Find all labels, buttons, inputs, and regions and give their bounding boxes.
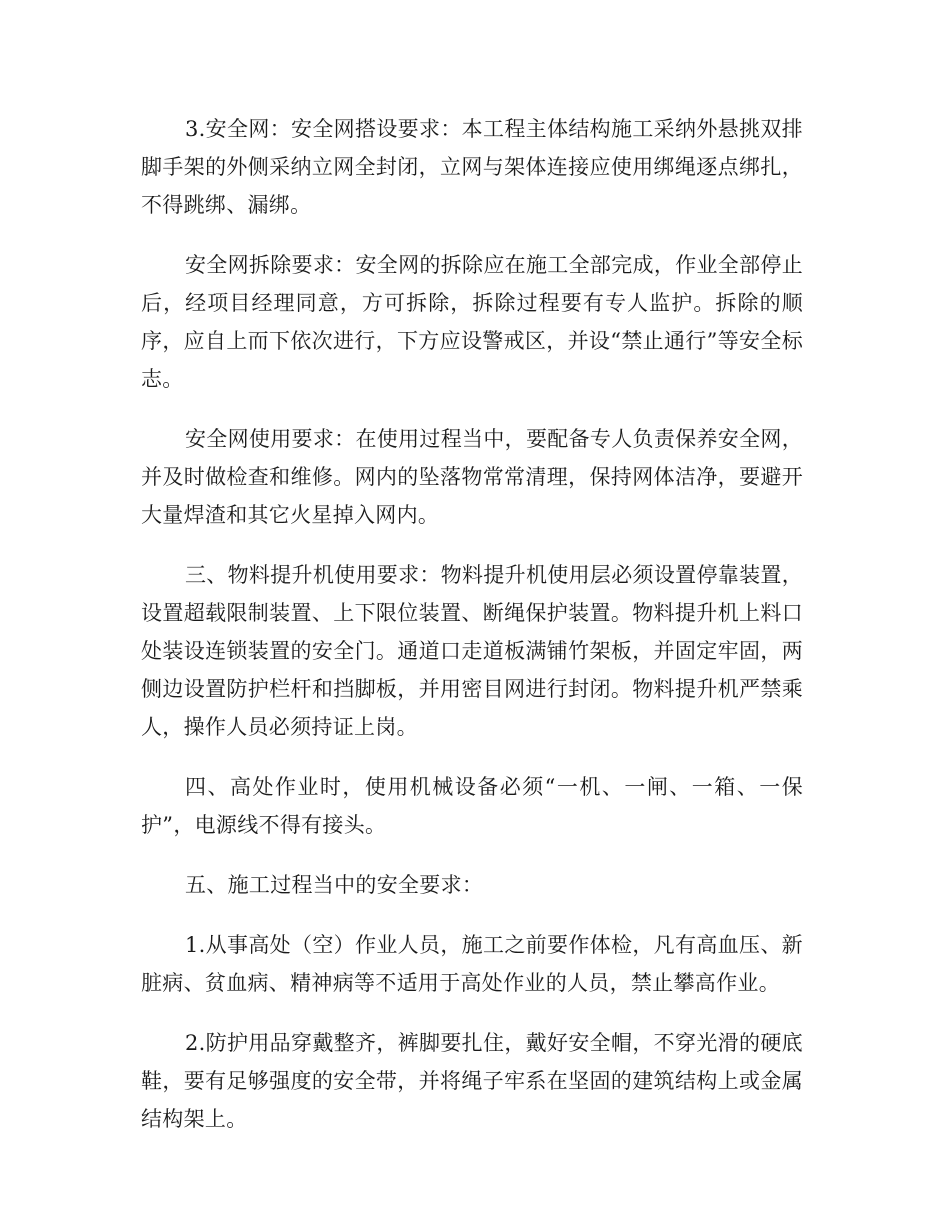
paragraph-worker-health-check: 1.从事高处（空）作业人员，施工之前要作体检，凡有高血压、新脏病、贫血病、精神病等不适用于高处作业的人员，禁止攀高作业。 (141, 933, 803, 995)
document-body (141, 110, 803, 1160)
paragraph-safety-net-removal: 安全网拆除要求：安全网的拆除应在施工全部完成，作业全部停止后，经项目经理同意，方可拆除，拆除过程要有专人监护。拆除的顺序，应自上而下依次进行，下方应设警戒区，并设“禁止通行”等安全标志。 (141, 253, 803, 391)
paragraph-high-altitude-equipment: 四、高处作业时，使用机械设备必须“一机、一闸、一箱、一保护”，电源线不得有接头。 (141, 775, 803, 837)
paragraph-protective-equipment: 2.防护用品穿戴整齐，裤脚要扎住，戴好安全帽，不穿光滑的硬底鞋，要有足够强度的安全带，并将绳子牢系在坚固的建筑结构上或金属结构架上。 (141, 1031, 803, 1131)
paragraph-safety-net-usage: 安全网使用要求：在使用过程当中，要配备专人负责保养安全网，并及时做检查和维修。网内的坠落物常常清理，保持网体洁净，要避开大量焊渣和其它火星掉入网内。 (141, 427, 803, 527)
paragraph-safety-net-setup: 3.安全网：安全网搭设要求：本工程主体结构施工采纳外悬挑双排脚手架的外侧采纳立网全封闭，立网与架体连接应使用绑绳逐点绑扎，不得跳绑、漏绑。 (141, 117, 803, 217)
paragraph-material-hoist: 三、物料提升机使用要求：物料提升机使用层必须设置停靠装置，设置超载限制装置、上下限位装置、断绳保护装置。物料提升机上料口处装设连锁装置的安全门。通道口走道板满铺竹架板，并固定牢固，两侧边设置防护栏杆和挡脚板，并用密目网进行封闭。物料提升机严禁乘人，操作人员必须持证上岗。 (141, 563, 803, 739)
paragraph-construction-safety-heading: 五、施工过程当中的安全要求： (185, 873, 484, 897)
